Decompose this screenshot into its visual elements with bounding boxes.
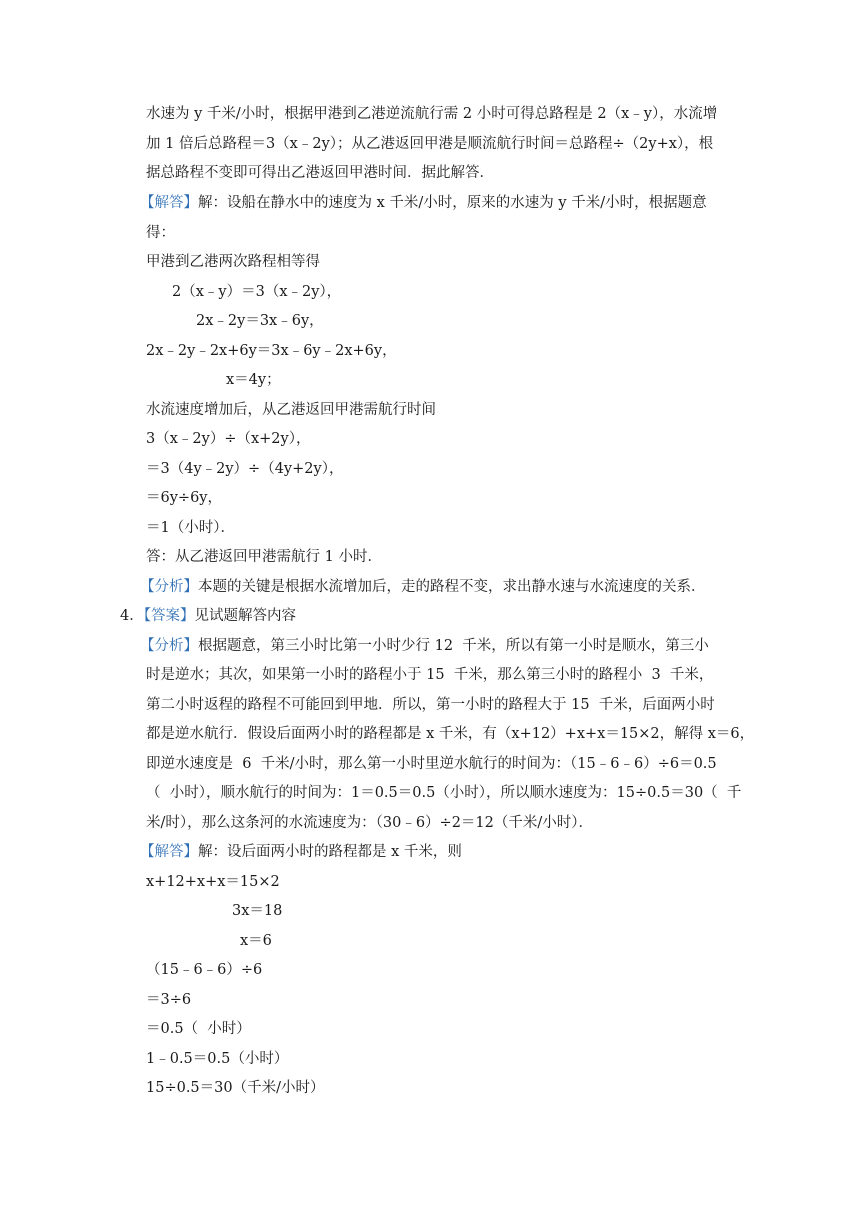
problem3-step-4: 2x﹣2y﹣2x+6y＝3x﹣6y﹣2x+6y， — [146, 343, 397, 359]
problem3-analysis-line — [140, 577, 706, 597]
problem4-step-7: 1﹣0.5＝0.5（小时） — [146, 1051, 289, 1067]
analysis-tag: 【分析】 — [140, 579, 198, 595]
problem3-answer-continuation: 得： — [146, 225, 175, 241]
answer-tag: 【解答】 — [140, 195, 198, 211]
problem4-analysis-line-5: 即逆水速度是 6 千米/小时，那么第一小时里逆水航行的时间为：（15﹣6﹣6）÷6＝0.5 — [146, 756, 717, 772]
solution-tag: 【解答】 — [140, 844, 198, 860]
problem4-step-4: （15﹣6﹣6）÷6 — [146, 962, 263, 978]
answer-tag: 【答案】 — [143, 608, 195, 624]
problem4-solution-line — [140, 842, 462, 862]
solution-text: 解：设后面两小时的路程都是 x 千米，则 — [198, 844, 462, 860]
problem3-answer-line — [140, 193, 707, 213]
problem3-step-1: 甲港到乙港两次路程相等得 — [146, 254, 320, 270]
problem3-continuation-line-3: 据总路程不变即可得出乙港返回甲港时间．据此解答． — [146, 165, 494, 181]
answer-text: 见试题解答内容 — [194, 608, 296, 624]
problem4-step-2: 3x＝18 — [232, 903, 283, 919]
problem4-answer-line — [120, 606, 296, 626]
problem4-step-3: x＝6 — [240, 933, 272, 949]
problem3-conclusion: 答：从乙港返回甲港需航行 1 小时． — [146, 549, 382, 565]
problem4-analysis-line-2: 时是逆水；其次，如果第一小时的路程小于 15 千米，那么第三小时的路程小 3 千米， — [146, 667, 714, 683]
problem4-analysis-line-7: 米/时），那么这条河的水流速度为：（30﹣6）÷2＝12（千米/小时）． — [146, 815, 594, 831]
problem4-step-6: ＝0.5（ 小时） — [146, 1021, 251, 1037]
problem-number: 4． — [120, 608, 144, 624]
problem4-analysis-line-3: 第二小时返程的路程不可能回到甲地．所以，第一小时的路程大于 15 千米，后面两小时 — [146, 697, 715, 713]
problem3-step-3: 2x﹣2y＝3x﹣6y， — [196, 313, 324, 329]
analysis-tag: 【分析】 — [140, 638, 198, 654]
problem3-step-10: ＝1（小时）． — [146, 520, 235, 536]
problem3-step-8: ＝3（4y﹣2y）÷（4y+2y）， — [146, 461, 344, 477]
problem3-step-6: 水流速度增加后，从乙港返回甲港需航行时间 — [146, 402, 436, 418]
problem3-step-2: 2（x﹣y）＝3（x﹣2y）， — [172, 284, 342, 300]
problem4-step-1: x+12+x+x＝15×2 — [146, 874, 280, 890]
analysis-text: 根据题意，第三小时比第一小时少行 12 千米，所以有第一小时是顺水，第三小 — [198, 638, 709, 654]
answer-text: 解：设船在静水中的速度为 x 千米/小时，原来的水速为 y 千米/小时，根据题意 — [198, 195, 707, 211]
problem3-continuation-line-1: 水速为 y 千米/小时，根据甲港到乙港逆流航行需 2 小时可得总路程是 2（x﹣y），水流增 — [146, 106, 718, 122]
problem3-step-7: 3（x﹣2y）÷（x+2y）， — [146, 431, 311, 447]
problem4-step-5: ＝3÷6 — [146, 992, 192, 1008]
analysis-text: 本题的关键是根据水流增加后，走的路程不变，求出静水速与水流速度的关系． — [198, 579, 706, 595]
problem4-analysis-line-1 — [140, 636, 709, 656]
problem3-continuation-line-2: 加 1 倍后总路程＝3（x﹣2y）；从乙港返回甲港是顺流航行时间＝总路程÷（2y+x），根 — [146, 136, 714, 152]
problem3-step-5: x＝4y； — [226, 372, 281, 388]
problem4-analysis-line-6: （ 小时），顺水航行的时间为：1＝0.5＝0.5（小时），所以顺水速度为：15÷0.5＝30（ 千 — [146, 785, 742, 801]
problem3-step-9: ＝6y÷6y， — [146, 490, 222, 506]
problem4-step-8: 15÷0.5＝30（千米/小时） — [146, 1080, 325, 1096]
problem4-analysis-line-4: 都是逆水航行．假设后面两小时的路程都是 x 千米，有（x+12）+x+x＝15×2，解得 x＝6， — [146, 726, 755, 742]
